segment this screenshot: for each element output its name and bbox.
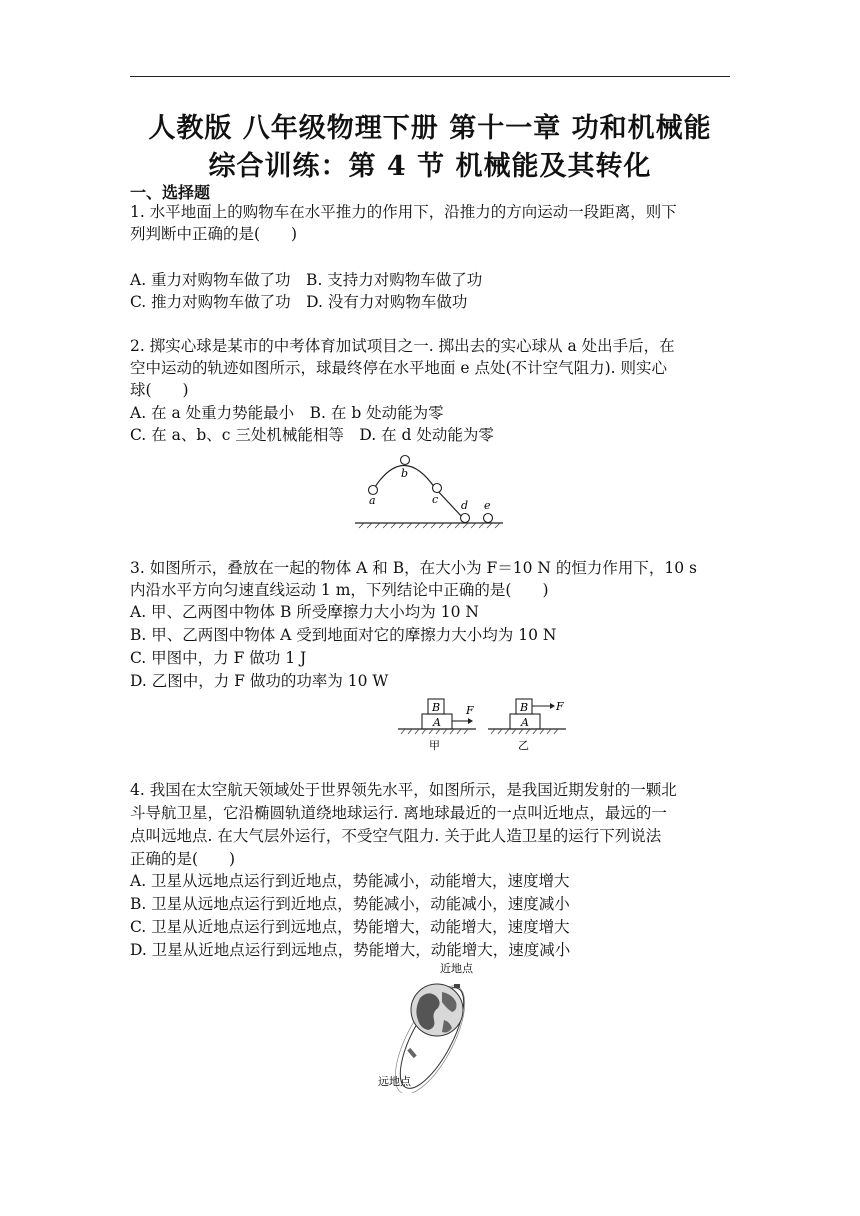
- section-heading: 一、选择题: [130, 183, 211, 202]
- label-c: c: [432, 493, 439, 506]
- block-a-label: A: [433, 716, 441, 729]
- page-title: 人教版 八年级物理下册 第十一章 功和机械能: [148, 113, 712, 144]
- q4-stem-line: 点叫远地点. 在大气层外运行，不受空气阻力. 关于此人造卫星的运行下列说法: [130, 827, 662, 845]
- q4-option-line: C. 卫星从近地点运行到远地点，势能增大，动能增大，速度增大: [130, 918, 570, 936]
- force-label: F: [556, 700, 564, 713]
- stacked-blocks-figure: [398, 692, 570, 752]
- q3-option-line: A. 甲、乙两图中物体 B 所受摩擦力大小均为 10 N: [130, 603, 479, 621]
- label-d: d: [461, 499, 469, 512]
- q2-option-line: C. 在 a、b、c 三处机械能相等 D. 在 d 处动能为零: [130, 426, 494, 444]
- q3-option-line: D. 乙图中，力 F 做功的功率为 10 W: [130, 672, 389, 690]
- force-label: F: [466, 704, 474, 717]
- caption-jia: 甲: [429, 739, 440, 752]
- label-a: a: [369, 494, 376, 507]
- q1-stem-line: 1. 水平地面上的购物车在水平推力的作用下，沿推力的方向运动一段距离，则下: [130, 203, 677, 221]
- q2-stem-line: 空中运动的轨迹如图所示，球最终停在水平地面 e 点处(不计空气阻力). 则实心: [130, 359, 667, 377]
- perigee-label: 近地点: [440, 962, 473, 975]
- page-subtitle: 综合训练：第 4 节 机械能及其转化: [208, 151, 652, 182]
- q3-option-line: B. 甲、乙两图中物体 A 受到地面对它的摩擦力大小均为 10 N: [130, 626, 557, 644]
- q2-stem-line: 球( ): [130, 381, 189, 399]
- q3-stem-line: 3. 如图所示，叠放在一起的物体 A 和 B，在大小为 F＝10 N 的恒力作用下，10 s: [130, 559, 698, 577]
- q4-stem-line: 正确的是( ): [130, 850, 236, 868]
- caption-yi: 乙: [518, 739, 529, 752]
- block-b-label: B: [520, 701, 529, 714]
- q4-option-line: D. 卫星从近地点运行到远地点，势能增大，动能增大，速度减小: [130, 941, 571, 959]
- q2-option-line: A. 在 a 处重力势能最小 B. 在 b 处动能为零: [130, 404, 444, 422]
- q3-option-line: C. 甲图中，力 F 做功 1 J: [130, 649, 307, 667]
- q4-option-line: B. 卫星从远地点运行到近地点，势能减小，动能减小，速度减小: [130, 895, 570, 913]
- apogee-label: 远地点: [378, 1075, 411, 1088]
- q4-option-line: A. 卫星从远地点运行到近地点，势能减小，动能增大，速度增大: [130, 872, 570, 890]
- block-b-label: B: [432, 701, 441, 714]
- q4-stem-line: 斗导航卫星，它沿椭圆轨道绕地球运行. 离地球最近的一点叫近地点，最远的一: [130, 804, 667, 822]
- q1-option-line: A. 重力对购物车做了功 B. 支持力对购物车做了功: [130, 271, 483, 289]
- q1-option-line: C. 推力对购物车做了功 D. 没有力对购物车做功: [130, 293, 468, 311]
- block-a-label: A: [521, 716, 529, 729]
- q4-stem-line: 4. 我国在太空航天领域处于世界领先水平，如图所示，是我国近期发射的一颗北: [130, 781, 677, 799]
- q2-stem-line: 2. 掷实心球是某市的中考体育加试项目之一. 掷出去的实心球从 a 处出手后，在: [130, 337, 675, 355]
- satellite-orbit-figure: [372, 958, 492, 1093]
- q3-stem-line: 内沿水平方向匀速直线运动 1 m，下列结论中正确的是( ): [130, 581, 549, 599]
- label-e: e: [484, 499, 491, 512]
- header-rule: [130, 76, 730, 77]
- q1-stem-line: 列判断中正确的是( ): [130, 225, 298, 243]
- ball-trajectory-figure: [355, 450, 505, 530]
- label-b: b: [401, 467, 409, 480]
